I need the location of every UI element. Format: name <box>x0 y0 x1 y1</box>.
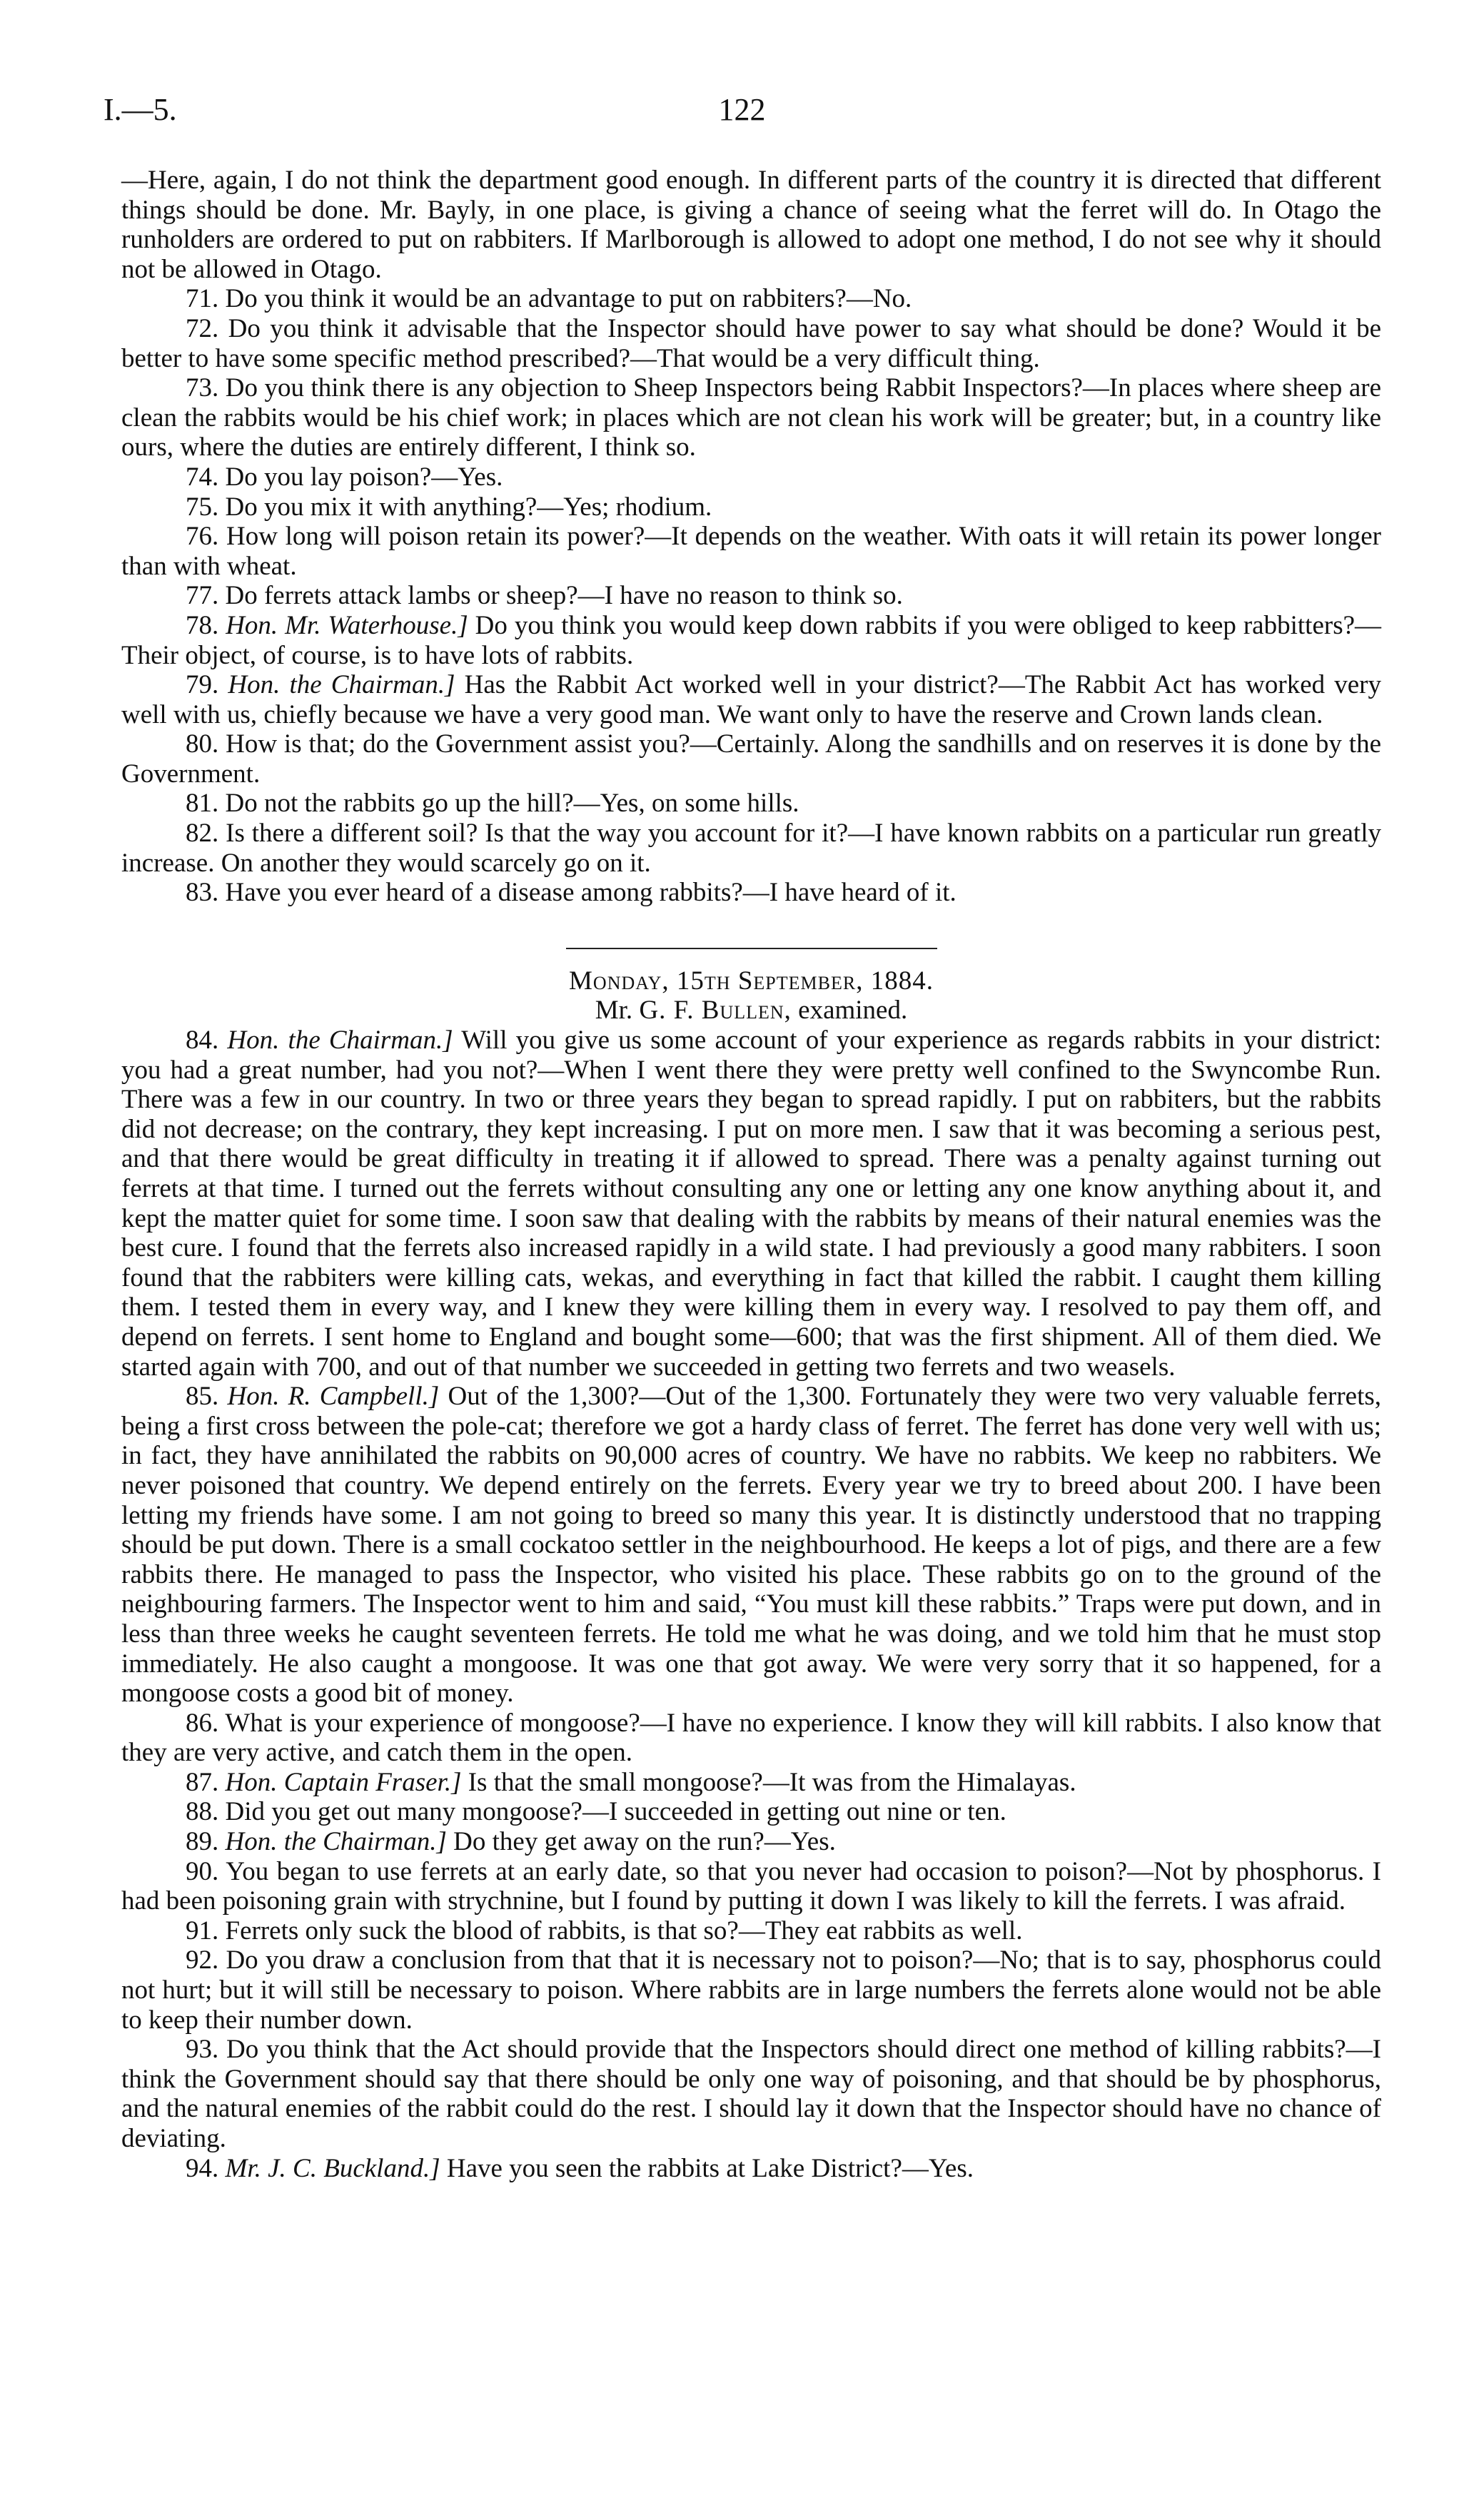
question-93: 93. Do you think that the Act should provide that the Inspectors should direct one method of killing rabbits?—I think the Government should say that there should be only one way of poisoning, and that should be by phosphorus, and the natural enemies of the rabbit could do the rest. I should lay it down that the Inspector should have no chance of deviating. <box>121 2035 1381 2153</box>
question-89 <box>121 1827 1381 1857</box>
question-82: 82. Is there a different soil? Is that the way you account for it?—I have known rabbits on a particular run greatly increase. On another they would scarcely go on it. <box>121 819 1381 878</box>
page-body <box>121 166 1381 2183</box>
question-74: 74. Do you lay poison?—Yes. <box>186 462 503 492</box>
witness-prefix: Mr. <box>595 996 633 1026</box>
question-77: 77. Do ferrets attack lambs or sheep?—I have no reason to think so. <box>186 581 903 611</box>
speaker-name: Mr. J. C. Buckland.] <box>225 2153 440 2183</box>
page-number: 122 <box>718 92 766 127</box>
question-text: Will you give us some account of your experience as regards rabbits in your district: you had a great number, had you not?—When I went there they were pretty well confined to the Swyncombe Run. There was a few in our country. In two or three years they began to spread rapidly. I put on rabbiters, but the rabbits did not decrease; on the contrary, they kept increasing. I put on more men. I saw that it was becoming a serious pest, and that there would be great difficulty in treating it if allowed to spread. There was a penalty against turning out ferrets at that time. I turned out the ferrets without consulting any one or letting any one know anything about it, and kept the matter quiet for some time. I soon saw that dealing with the rabbits by means of their natural enemies was the best cure. I found that the ferrets also increased rapidly in a wild state. I had previously a good many rabbiters. I soon found that the rabbiters were killing cats, wekas, and everything in fact that killed the rabbit. I caught them killing them. I tested them in every way, and I knew they were killing them in every way. I resolved to pay them off, and depend on ferrets. I sent home to England and bought some—600; that was the first shipment. All of them died. We started again with 700, and out of that number we succeeded in getting two ferrets and two weasels. <box>121 1026 1382 1382</box>
question-number: 78. <box>186 610 219 640</box>
question-78 <box>121 611 1381 670</box>
question-71: 71. Do you think it would be an advantage to put on rabbiters?—No. <box>186 284 912 314</box>
sitting-date: Monday, 15th September, 1884. <box>569 966 934 996</box>
question-91: 91. Ferrets only suck the blood of rabbits, is that so?—They eat rabbits as well. <box>186 1916 1023 1945</box>
question-number: 84. <box>186 1026 219 1056</box>
question-number: 94. <box>186 2153 219 2183</box>
speaker-name: Hon. Captain Fraser.] <box>225 1767 462 1797</box>
witness-heading <box>121 996 1381 1026</box>
question-73: 73. Do you think there is any objection to Sheep Inspectors being Rabbit Inspectors?—In places where sheep are clean the rabbits would be his chief work; in places which are not clean his work will be greater; but, in a country like ours, where the duties are entirely different, I think so. <box>121 373 1381 462</box>
question-text: Have you seen the rabbits at Lake District?—Yes. <box>446 2153 974 2183</box>
speaker-name: Hon. the Chairman.] <box>227 1026 453 1056</box>
question-84 <box>121 1026 1381 1382</box>
speaker-name: Hon. R. Campbell.] <box>227 1382 440 1412</box>
question-85 <box>121 1382 1381 1709</box>
question-88: 88. Did you get out many mongoose?—I succeeded in getting out nine or ten. <box>186 1797 1006 1827</box>
question-text: Do they get away on the run?—Yes. <box>453 1827 836 1857</box>
speaker-name: Hon. the Chairman.] <box>228 670 455 700</box>
witness-name: G. F. Bullen, <box>639 996 792 1026</box>
question-text: Has the Rabbit Act worked well in your district?—The Rabbit Act has worked very well with us, chiefly because we have a very good man. We want only to have the reserve and Crown lands clean. <box>121 670 1382 729</box>
document-reference: I.—5. <box>104 92 177 127</box>
witness-suffix: examined. <box>798 996 908 1026</box>
question-number: 85. <box>186 1382 219 1412</box>
question-90: 90. You began to use ferrets at an early date, so that you never had occasion to poison?—Not by phosphorus. I had been poisoning grain with strychnine, but I found by putting it down I was likely to kill the ferrets. I was afraid. <box>121 1856 1381 1916</box>
continued-paragraph: —Here, again, I do not think the department good enough. In different parts of the country it is directed that different things should be done. Mr. Bayly, in one place, is giving a chance of seeing what the ferret will do. In Otago the runholders are ordered to put on rabbiters. If Marlborough is allowed to adopt one method, I do not see why it should not be allowed in Otago. <box>121 166 1381 284</box>
question-text: Out of the 1,300?—Out of the 1,300. Fortunately they were two very valuable ferrets, being a first cross between the pole-cat; therefore we got a hardy class of ferret. The ferret has done very well with us; in fact, they have annihilated the rabbits on 90,000 acres of country. We have no rabbits. We keep no rabbiters. We never poisoned that country. We depend entirely on the ferrets. Every year we try to breed about 200. I have been letting my friends have some. I am not going to breed so many this year. It is distinctly understood that no trapping should be put down. There is a small cockatoo settler in the neighbourhood. He keeps a lot of pigs, and there are a few rabbits there. He managed to pass the Inspector, who visited his place. These rabbits go on to the ground of the neighbouring farmers. The Inspector went to him and said, “You must kill these rabbits.” Traps were put down, and in less than three weeks he caught seventeen ferrets. He told me what he was doing, and we told him that he must stop immediately. He also caught a mongoose. It was one that got away. We were very sorry that it so happened, for a mongoose costs a good bit of money. <box>121 1382 1382 1709</box>
question-87 <box>121 1768 1381 1798</box>
section-1-paragraphs <box>121 284 1381 907</box>
question-72: 72. Do you think it advisable that the Inspector should have power to say what should be done? Would it be better to have some specific method prescribed?—That would be a very difficult thing. <box>121 313 1381 373</box>
question-81: 81. Do not the rabbits go up the hill?—Yes, on some hills. <box>186 789 799 819</box>
question-80: 80. How is that; do the Government assist you?—Certainly. Along the sandhills and on reserves it is done by the Government. <box>121 729 1381 789</box>
question-text: Is that the small mongoose?—It was from the Himalayas. <box>468 1767 1076 1797</box>
question-83: 83. Have you ever heard of a disease among rabbits?—I have heard of it. <box>186 878 956 908</box>
question-number: 87. <box>186 1767 219 1797</box>
question-92: 92. Do you draw a conclusion from that that it is necessary not to poison?—No; that is to say, phosphorus could not hurt; but it will still be necessary to poison. Where rabbits are in large numbers the ferrets alone would not be able to keep their number down. <box>121 1945 1381 2035</box>
question-text: Do you think you would keep down rabbits if you were obliged to keep rabbitters?—Their object, of course, is to have lots of rabbits. <box>121 610 1382 670</box>
question-number: 79. <box>186 670 219 700</box>
question-79 <box>121 670 1381 729</box>
question-86: 86. What is your experience of mongoose?—I have no experience. I know they will kill rabbits. I also know that they are very active, and catch them in the open. <box>121 1708 1381 1768</box>
section-divider <box>566 948 937 949</box>
question-number: 89. <box>186 1827 219 1857</box>
question-76: 76. How long will poison retain its power?—It depends on the weather. With oats it will retain its power longer than with wheat. <box>121 522 1381 581</box>
question-94 <box>121 2154 1381 2184</box>
speaker-name: Hon. Mr. Waterhouse.] <box>226 610 468 640</box>
page-header <box>104 91 1380 134</box>
section-2-paragraphs <box>121 1026 1381 2183</box>
question-75: 75. Do you mix it with anything?—Yes; rhodium. <box>186 492 712 522</box>
speaker-name: Hon. the Chairman.] <box>225 1827 447 1857</box>
